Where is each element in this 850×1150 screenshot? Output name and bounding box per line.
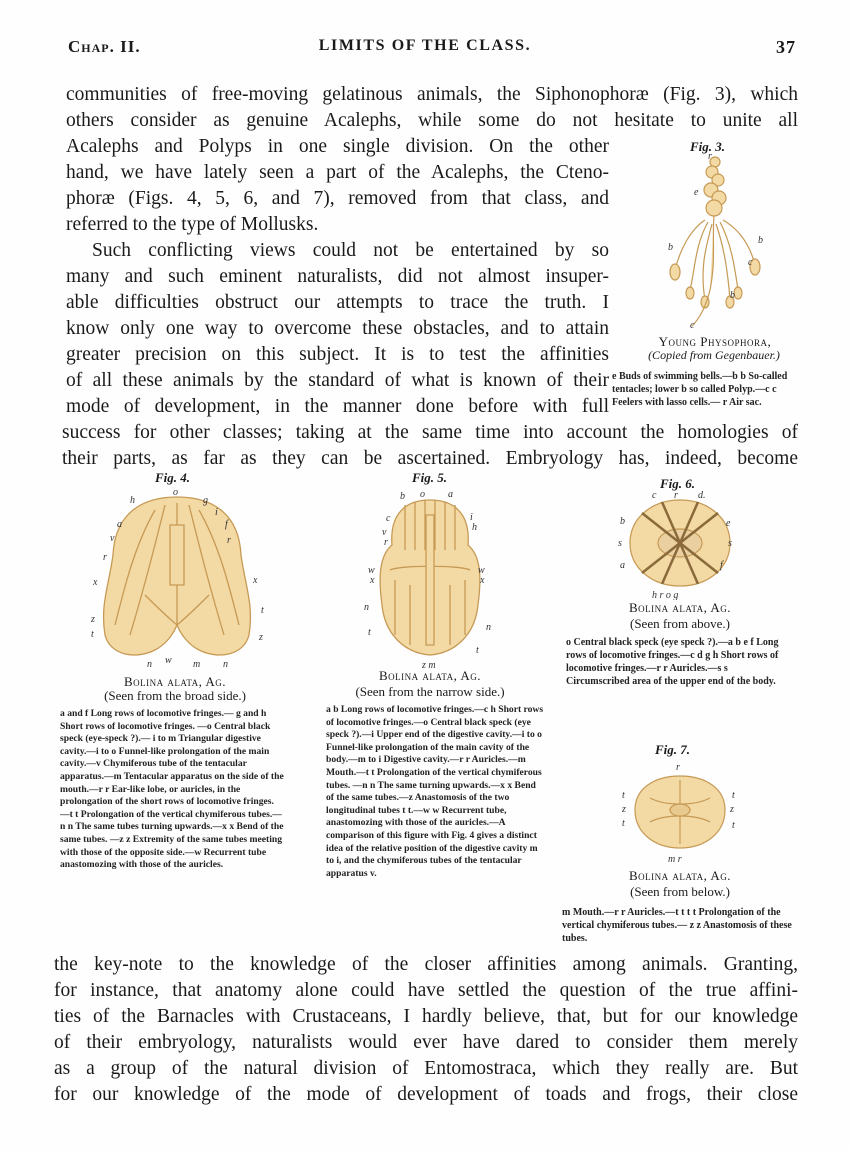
text-line: the key-note to the knowledge of the closer affinities among animals. Granting,	[54, 954, 798, 975]
figure-tag: Fig. 7.	[655, 742, 691, 757]
figure-tag: Fig. 3.	[690, 139, 726, 154]
running-title: LIMITS OF THE CLASS.	[318, 37, 532, 54]
svg-text:t: t	[622, 818, 625, 829]
figure-subtitle: (Seen from below.)	[630, 884, 730, 899]
text-line: able difficulties obstruct our attempts to trace the truth. I	[66, 292, 609, 313]
svg-text:i: i	[470, 512, 473, 523]
svg-text:r: r	[103, 552, 107, 563]
bolina-narrow-side-illustration	[360, 485, 500, 670]
svg-text:f: f	[720, 560, 723, 571]
figure-tag: Fig. 4.	[155, 470, 191, 485]
svg-text:b: b	[668, 242, 673, 253]
svg-text:g: g	[203, 495, 208, 506]
text-line: of their embryology, naturalists would ever have dared to consider them merely	[54, 1032, 798, 1053]
svg-text:r: r	[384, 537, 388, 548]
text-line: for instance, that anatomy alone could have settled the question of the true affini-	[54, 980, 798, 1001]
svg-text:i: i	[215, 507, 218, 518]
svg-text:w: w	[165, 655, 172, 666]
svg-text:t: t	[91, 629, 94, 640]
svg-text:z: z	[730, 804, 734, 815]
text-line: referred to the type of Mollusks.	[66, 214, 319, 235]
svg-text:s: s	[728, 538, 732, 549]
text-line: success for other classes; taking at the same time into account the homologies of	[62, 422, 798, 443]
figure-tag: Fig. 6.	[660, 476, 696, 491]
text-line: greater precision on this subject. It is to test the affinities	[66, 344, 609, 365]
svg-text:n: n	[147, 659, 152, 670]
svg-text:b: b	[758, 235, 763, 246]
svg-text:h r o g: h r o g	[652, 590, 679, 600]
svg-text:e: e	[726, 518, 731, 529]
svg-text:c: c	[748, 257, 753, 268]
svg-text:d.: d.	[698, 490, 706, 501]
figure-tag: Fig. 5.	[412, 470, 448, 485]
text-line: of all these animals by the standard of what is known of their	[66, 370, 609, 391]
svg-text:n: n	[223, 659, 228, 670]
figure-subtitle: (Seen from the broad side.)	[104, 688, 246, 703]
svg-text:r: r	[227, 535, 231, 546]
svg-text:t: t	[732, 790, 735, 801]
svg-text:w: w	[368, 565, 375, 576]
text-line: others consider as genuine Acalephs, while some do not hesitate to unite all	[66, 110, 798, 131]
svg-text:t: t	[261, 605, 264, 616]
svg-text:a: a	[620, 560, 625, 571]
svg-text:b: b	[730, 290, 735, 301]
figure-subtitle: (Seen from above.)	[630, 616, 730, 631]
text-line: communities of free-moving gelatinous animals, the Siphonophoræ (Fig. 3), which	[66, 84, 798, 105]
svg-text:z: z	[91, 614, 95, 625]
svg-text:x: x	[93, 577, 98, 588]
svg-text:x: x	[480, 575, 485, 586]
figure-title: Young Physophora,	[658, 334, 772, 349]
figure-legend: a b Long rows of locomotive fringes.—c h Short rows of locomotive fringes.—o Central black speck (eye speck ?).—i Upper end of the digestive cavity.—i to o Funnel-like prolongation of the main cavity of the body.—m to i Digestive cavity.—r r Auricles.—m Mouth.—t t Prolongation of the vertical chymiferous tubes. —n n The same turning upwards.—x x Bend of the same tubes.—z Anastomosis of the two longitudinal tubes t t.—w w Recurrent tube, anastomozing with those of the auricles.—A comparison of this figure with Fig. 4 gives a distinct idea of the relative position of the digestive cavity m to i, and the chymiferous tubes of the tentacular apparatus v.	[326, 704, 544, 879]
figure-legend: a and f Long rows of locomotive fringes.— g and h Short rows of locomotive fringes. —o Central black speck (eye-speck ?).— i to m Triangular digestive cavity.—i to o Funnel-like prolongation of the main cavity.—v Chymiferous tube of the tentacular apparatus.—m Tentacular apparatus on the side of the mouth.—r r Ear-like lobe, or auricles, in the prolongation of the short rows of locomotive fringes. —t t Prolongation of the vertical chymiferous tubes.—n n The same tubes turning upwards.—x x Bend of the same tubes. —z z Extremity of the same tubes meeting with those of the opposite side.—w Recurrent tube anastomozing with those of the auricles.	[60, 708, 284, 871]
figure-subtitle: (Seen from the narrow side.)	[355, 684, 505, 699]
svg-text:o: o	[173, 487, 178, 498]
text-line: hand, we have lately seen a part of the Acalephs, the Cteno-	[66, 162, 609, 183]
svg-text:r: r	[674, 490, 678, 501]
figure-legend: m Mouth.—r r Auricles.—t t t t Prolongation of the vertical chymiferous tubes.— z z Anastomosis of these tubes.	[562, 907, 792, 944]
text-line: know only one way to overcome these obstacles, and to attain	[66, 318, 609, 339]
svg-text:c: c	[690, 320, 695, 330]
svg-text:z: z	[259, 632, 263, 643]
text-line: as a group of the natural division of Entomostraca, which they really are. But	[54, 1058, 798, 1079]
svg-text:h: h	[130, 495, 135, 506]
physophora-illustration	[650, 150, 780, 330]
figure-source: (Copied from Gegenbauer.)	[648, 348, 780, 362]
chapter-label: Chap. II.	[68, 37, 141, 56]
svg-text:c: c	[386, 513, 391, 524]
svg-text:x: x	[253, 575, 258, 586]
text-line: Acalephs and Polyps in one single division. On the other	[66, 136, 609, 157]
svg-text:z m: z m	[422, 660, 436, 670]
svg-text:t: t	[732, 820, 735, 831]
figure-legend: o Central black speck (eye speck ?).—a b e f Long rows of locomotive fringes.—c d g h Short rows of locomotive fringes.—r r Auricles.—s s Circumscribed area of the upper end of the body.	[566, 637, 779, 687]
svg-text:c: c	[652, 490, 657, 501]
svg-text:r: r	[708, 151, 712, 162]
svg-text:f: f	[225, 519, 228, 530]
svg-text:v: v	[110, 533, 115, 544]
text-line: for our knowledge of the mode of development of toads and frogs, their close	[54, 1084, 798, 1105]
text-line: phoræ (Figs. 4, 5, 6, and 7), removed from that class, and	[66, 188, 609, 209]
svg-text:n: n	[486, 622, 491, 633]
figure-legend: e Buds of swimming bells.—b b So-called tentacles; lower b so called Polyp.—c c Feelers with lasso cells.— r Air sac.	[612, 371, 788, 408]
svg-text:h: h	[472, 522, 477, 533]
svg-text:w: w	[478, 565, 485, 576]
svg-text:m r: m r	[668, 854, 682, 865]
svg-text:t: t	[476, 645, 479, 656]
figure-title: Bolina alata, Ag.	[123, 674, 227, 689]
svg-text:b: b	[620, 516, 625, 527]
svg-text:s: s	[618, 538, 622, 549]
svg-text:o: o	[420, 489, 425, 500]
svg-text:m: m	[193, 659, 201, 670]
svg-text:t: t	[368, 627, 371, 638]
svg-text:a: a	[448, 489, 453, 500]
bolina-above-illustration	[612, 488, 747, 600]
text-line: Such conflicting views could not be entertained by so	[92, 240, 609, 261]
text-line: their parts, as far as they can be ascertained. Embryology has, indeed, become	[62, 448, 798, 469]
figure-title: Bolina alata, Ag.	[628, 600, 732, 615]
svg-text:r: r	[676, 762, 680, 773]
svg-text:x: x	[370, 575, 375, 586]
text-line: mode of development, in the manner done before with full	[66, 396, 609, 417]
figure-title: Bolina alata, Ag.	[378, 668, 482, 683]
text-line: ties of the Barnacles with Crustaceans, I hardly believe, that, but for our knowledge	[54, 1006, 798, 1027]
svg-text:e: e	[694, 187, 699, 198]
svg-text:n: n	[364, 602, 369, 613]
bolina-broad-side-illustration	[85, 485, 270, 670]
text-line: many and such eminent naturalists, did not almost insuper-	[66, 266, 609, 287]
svg-text:b: b	[400, 491, 405, 502]
svg-text:v: v	[382, 527, 387, 538]
svg-text:z: z	[622, 804, 626, 815]
figure-title: Bolina alata, Ag.	[628, 868, 732, 883]
svg-text:t: t	[622, 790, 625, 801]
bolina-below-illustration	[610, 758, 750, 866]
svg-text:a: a	[117, 519, 122, 530]
page-number: 37	[776, 37, 796, 57]
